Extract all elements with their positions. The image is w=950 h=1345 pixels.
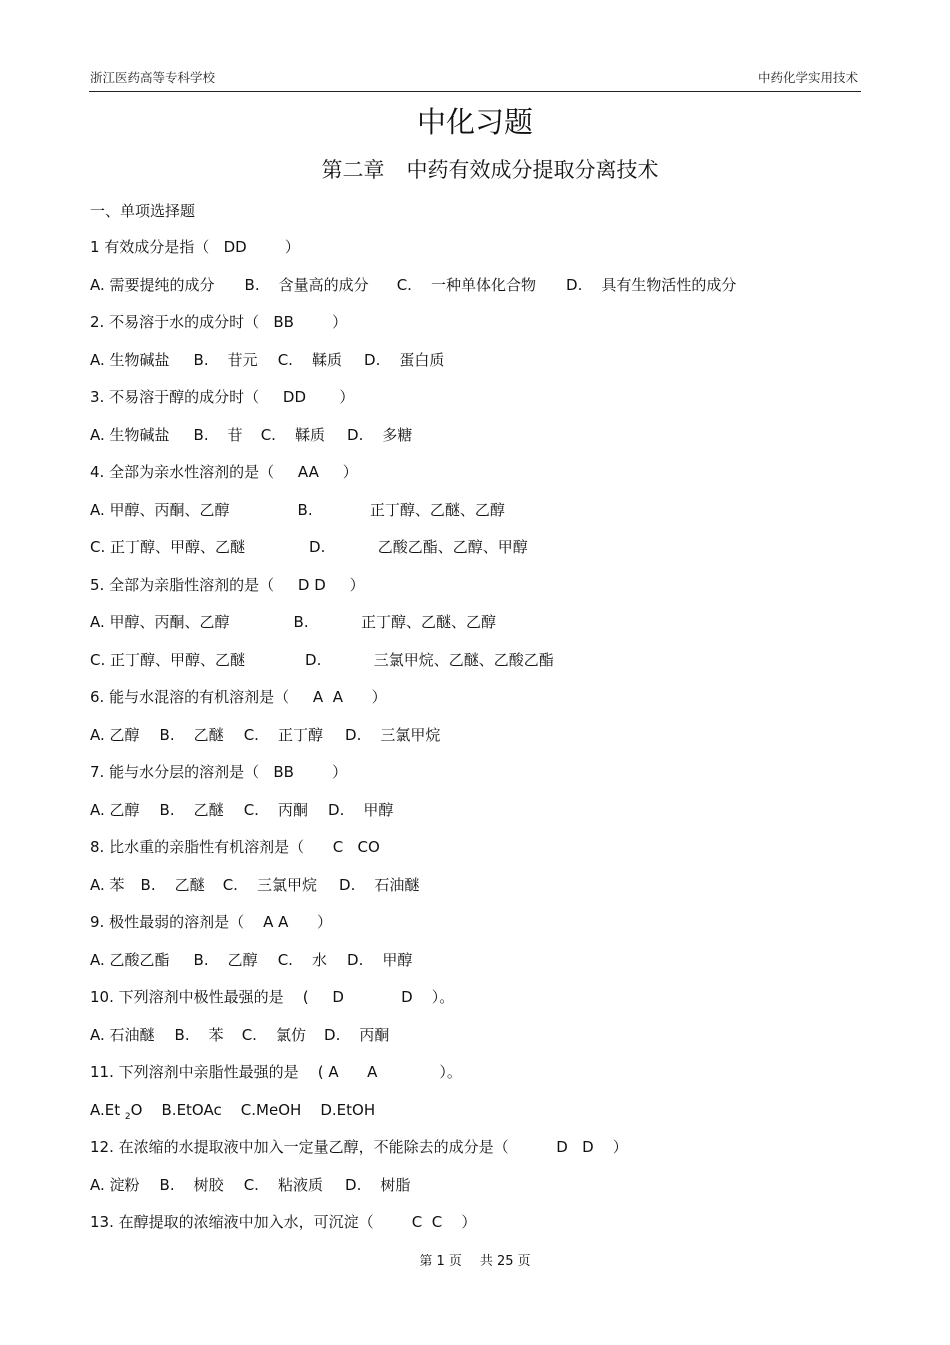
option-item: B. 苯 bbox=[174, 1025, 224, 1044]
question-options bbox=[90, 612, 870, 650]
question-stem: 8. 比水重的亲脂性有机溶剂是（ C CO bbox=[90, 838, 380, 856]
question-stem: 6. 能与水混溶的有机溶剂是（ A A ） bbox=[90, 688, 387, 706]
option-item: B. 苷 bbox=[193, 425, 243, 444]
option-item: B. 乙醚 bbox=[159, 800, 224, 819]
page-number: 第 1 页 bbox=[419, 1254, 462, 1269]
question-list bbox=[90, 237, 870, 1250]
option-item: D. 树脂 bbox=[345, 1175, 411, 1194]
header-school-name: 浙江医药高等专科学校 bbox=[90, 70, 216, 85]
option-item: B. 苷元 bbox=[193, 350, 258, 369]
option-item: C. 丙酮 bbox=[243, 800, 309, 819]
option-item: A. 乙醇 bbox=[90, 800, 140, 819]
question-options bbox=[90, 275, 870, 313]
option-item: C. 氯仿 bbox=[241, 1025, 307, 1044]
option-item: B. 乙醇 bbox=[193, 950, 258, 969]
header-course-name: 中药化学实用技术 bbox=[757, 70, 858, 85]
option-item: D. 具有生物活性的成分 bbox=[566, 275, 737, 294]
option-item: C. 水 bbox=[277, 950, 328, 969]
question-options bbox=[90, 1100, 870, 1138]
option-item: C. 鞣质 bbox=[277, 350, 343, 369]
option-item: C. 三氯甲烷 bbox=[222, 875, 318, 894]
option-item: D. 蛋白质 bbox=[364, 350, 445, 369]
option-item: A. 乙酸乙酯 bbox=[90, 950, 170, 969]
option-item: D. 甲醇 bbox=[347, 950, 413, 969]
option-item: A.Et bbox=[90, 1100, 125, 1119]
question-stem: 7. 能与水分层的溶剂是（ BB ） bbox=[90, 763, 348, 781]
header-divider bbox=[89, 91, 861, 92]
subscript: 2 bbox=[124, 1111, 131, 1122]
option-item: A. 需要提纯的成分 bbox=[90, 275, 215, 294]
question-options bbox=[90, 537, 870, 575]
option-item: C. 一种单体化合物 bbox=[396, 275, 537, 294]
option-item: D. 三氯甲烷、乙醚、乙酸乙酯 bbox=[305, 650, 554, 669]
question-stem: 9. 极性最弱的溶剂是（ A A ） bbox=[90, 913, 333, 931]
option-item: B. 树胶 bbox=[159, 1175, 224, 1194]
question-options bbox=[90, 800, 870, 838]
question-stem: 3. 不易溶于醇的成分时（ DD ） bbox=[90, 388, 355, 406]
question-stem: 12. 在浓缩的水提取液中加入一定量乙醇，不能除去的成分是（ D D ） bbox=[90, 1138, 628, 1156]
question-stem: 11. 下列溶剂中亲脂性最强的是 ( A A ）。 bbox=[90, 1063, 462, 1081]
question-options bbox=[90, 950, 870, 988]
option-item: D. 三氯甲烷 bbox=[345, 725, 441, 744]
chapter-name: 中药有效成分提取分离技术 bbox=[406, 158, 659, 182]
question-options bbox=[90, 350, 870, 388]
question-stem: 2. 不易溶于水的成分时（ BB ） bbox=[90, 313, 348, 331]
option-item: C. 鞣质 bbox=[260, 425, 326, 444]
option-item: A. 甲醇、丙酮、乙醇 bbox=[90, 613, 230, 631]
option-item: B. 乙醚 bbox=[159, 725, 224, 744]
option-item: C. 正丁醇、甲醇、乙醚 bbox=[90, 650, 246, 669]
question-options bbox=[90, 650, 870, 688]
question-options bbox=[90, 1025, 870, 1063]
option-item: A. 苯 bbox=[90, 875, 125, 894]
option-item: B. 正丁醇、乙醚、乙醇 bbox=[293, 613, 497, 631]
page-title: 中化习题 bbox=[416, 105, 533, 139]
option-item: A. 生物碱盐 bbox=[90, 350, 170, 369]
option-item: A. 生物碱盐 bbox=[90, 425, 170, 444]
page-total: 共 25 页 bbox=[479, 1254, 531, 1269]
option-item: A. 甲醇、丙酮、乙醇 bbox=[90, 500, 230, 519]
option-item: D. 多糖 bbox=[347, 425, 413, 444]
question-stem: 1 有效成分是指（ DD ） bbox=[90, 238, 300, 256]
option-item: A. 石油醚 bbox=[90, 1025, 155, 1044]
question-options bbox=[90, 875, 870, 913]
question-options bbox=[90, 1175, 870, 1213]
option-item: B. 正丁醇、乙醚、乙醇 bbox=[297, 500, 505, 519]
question-options bbox=[90, 425, 870, 463]
chapter-number: 第二章 bbox=[321, 158, 385, 182]
question-stem: 13. 在醇提取的浓缩液中加入水，可沉淀（ C C ） bbox=[90, 1213, 477, 1231]
option-item: O B.EtOAc C.MeOH D.EtOH bbox=[130, 1100, 376, 1119]
option-item: A. 乙醇 bbox=[90, 725, 140, 744]
question-stem: 10. 下列溶剂中极性最强的是 ( D D ）。 bbox=[90, 988, 455, 1006]
option-item: D. 丙酮 bbox=[324, 1025, 390, 1044]
option-item: A. 淀粉 bbox=[90, 1175, 140, 1194]
option-item: D. 乙酸乙酯、乙醇、甲醇 bbox=[309, 538, 528, 556]
option-item: C. 正丁醇、甲醇、乙醚 bbox=[90, 538, 246, 556]
section-heading: 一、单项选择题 bbox=[90, 202, 196, 220]
option-item: B. 含量高的成分 bbox=[244, 275, 369, 294]
option-item: B. 乙醚 bbox=[140, 875, 205, 894]
chapter-heading bbox=[0, 154, 950, 184]
question-options bbox=[90, 725, 870, 763]
question-stem: 5. 全部为亲脂性溶剂的是（ D D ） bbox=[90, 575, 365, 594]
question-stem: 4. 全部为亲水性溶剂的是（ AA ） bbox=[90, 463, 358, 481]
option-item: C. 正丁醇 bbox=[243, 725, 324, 744]
option-item: D. 石油醚 bbox=[339, 875, 420, 894]
question-options bbox=[90, 500, 870, 538]
option-item: D. 甲醇 bbox=[328, 800, 394, 819]
option-item: C. 粘液质 bbox=[243, 1175, 324, 1194]
page-footer bbox=[0, 1250, 950, 1269]
